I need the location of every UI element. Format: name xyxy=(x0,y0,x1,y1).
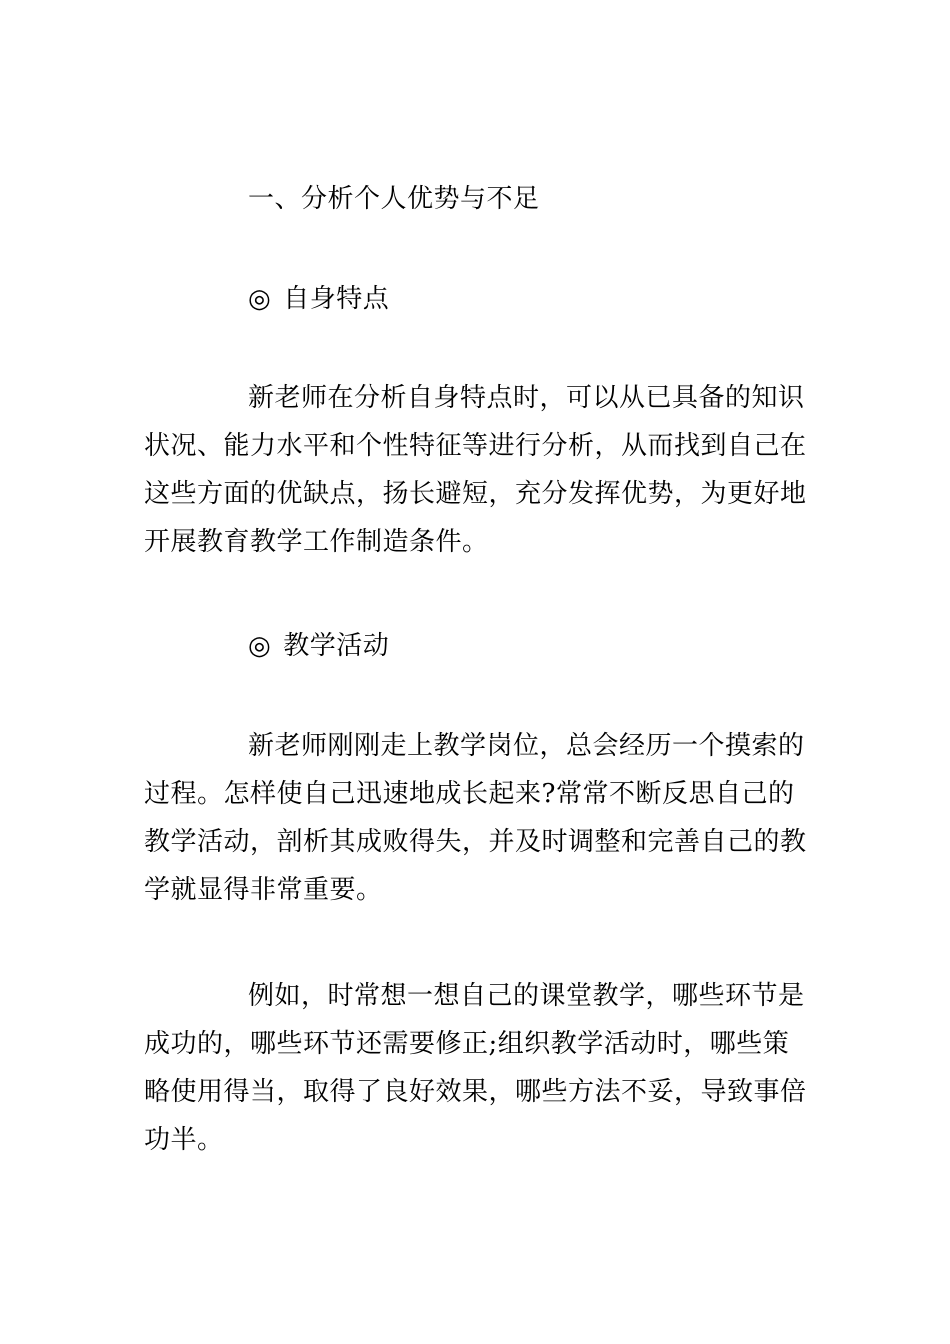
section-heading-self-traits xyxy=(248,275,916,323)
heading-analysis: 一、分析个人优势与不足 xyxy=(248,184,540,214)
double-circle-bullet-icon: ◎ xyxy=(248,631,272,661)
section-heading-teaching-activities xyxy=(248,622,916,670)
section-title-self-traits: 自身特点 xyxy=(283,284,390,314)
paragraph-teaching-reflection: 新老师刚刚走上教学岗位，总会经历一个摸索的过程。怎样使自己迅速地成长起来?常常不断反思自己的教学活动，剖析其成败得失，并及时调整和完善自己的教学就显得非常重要。 xyxy=(144,731,807,905)
double-circle-bullet-icon: ◎ xyxy=(248,284,272,314)
paragraph-example: 例如，时常想一想自己的课堂教学，哪些环节是成功的，哪些环节还需要修正;组织教学活动时，哪些策略使用得当，取得了良好效果，哪些方法不妥，导致事倍功半。 xyxy=(144,981,807,1155)
paragraph-self-traits: 新老师在分析自身特点时，可以从已具备的知识状况、能力水平和个性特征等进行分析，从而找到自己在这些方面的优缺点，扬长避短，充分发挥优势，为更好地开展教育教学工作制造条件。 xyxy=(144,383,807,557)
section-title-teaching-activities: 教学活动 xyxy=(283,631,390,661)
